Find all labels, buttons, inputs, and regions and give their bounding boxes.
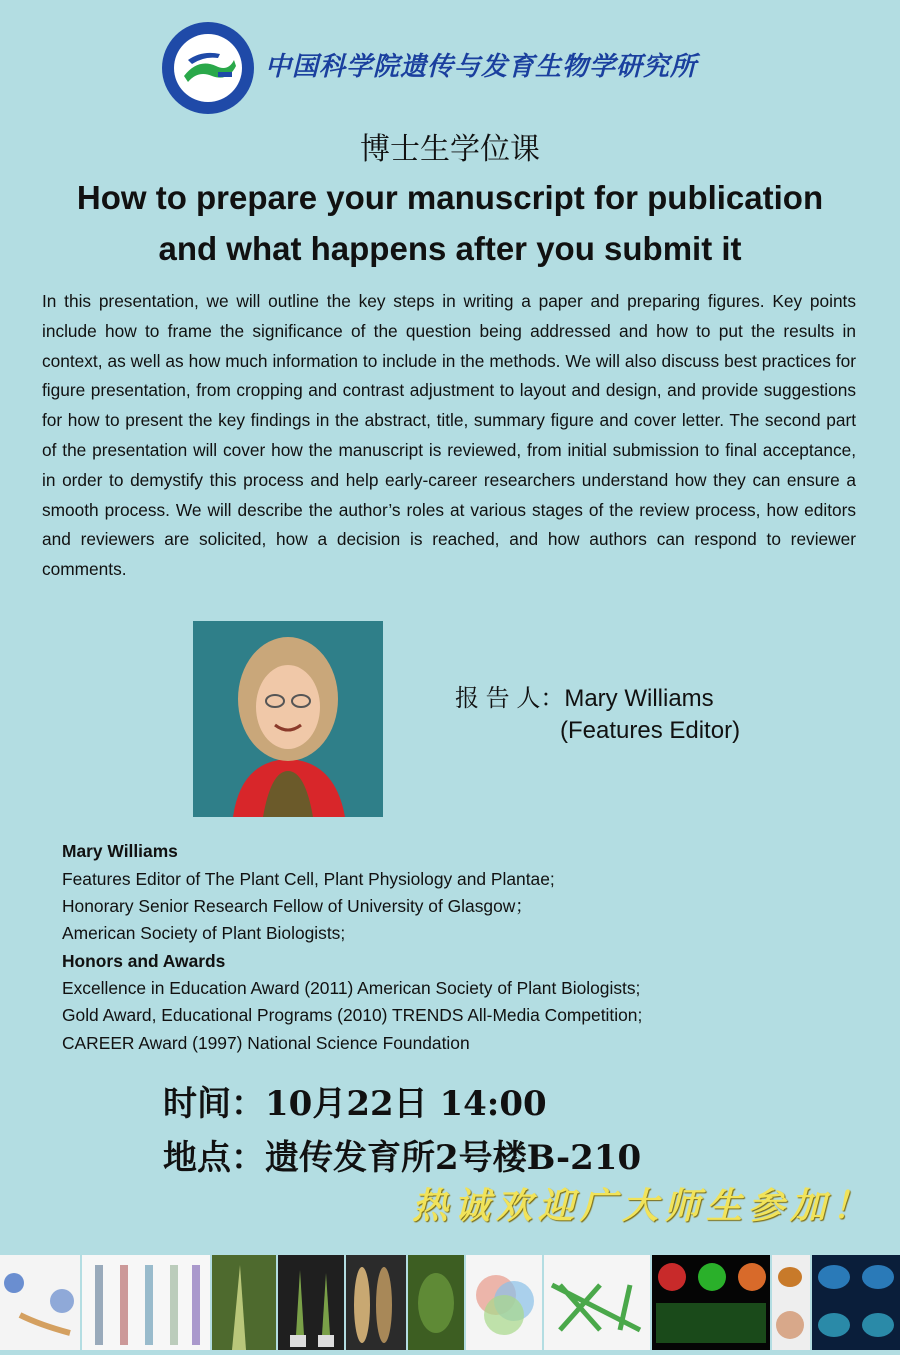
honor-item: CAREER Award (1997) National Science Foundation: [62, 1033, 470, 1053]
thumb-fly-monkey: [772, 1255, 810, 1350]
bio-position: American Society of Plant Biologists;: [62, 923, 346, 943]
honors-heading: Honors and Awards: [62, 951, 226, 971]
event-time: 时间：10月22日 14:00: [163, 1084, 547, 1124]
thumb-wheat: [212, 1255, 276, 1350]
speaker-portrait: [193, 621, 383, 817]
honor-item: Excellence in Education Award (2011) American Society of Plant Biologists;: [62, 978, 641, 998]
bio-position: Features Editor of The Plant Cell, Plant Physiology and Plantae;: [62, 869, 555, 889]
thumb-fluorescence: [652, 1255, 770, 1350]
speaker-line: [455, 678, 714, 713]
honor-item: Gold Award, Educational Programs (2010) TRENDS All-Media Competition;: [62, 1005, 643, 1025]
bio-name: Mary Williams: [62, 841, 178, 861]
lecture-title: [30, 172, 870, 274]
thumb-chromosome-map: [82, 1255, 210, 1350]
thumb-synteny: [544, 1255, 650, 1350]
speaker-name: Mary Williams: [564, 685, 714, 712]
thumb-corn: [346, 1255, 406, 1350]
thumb-rice-plants: [278, 1255, 344, 1350]
thumb-venn: [466, 1255, 542, 1350]
speaker-role: (Features Editor): [560, 717, 741, 744]
welcome-message: 热诚欢迎广大师生参加！: [412, 1185, 875, 1227]
institute-logo: [158, 20, 258, 116]
abstract-text: In this presentation, we will outline the key steps in writing a paper and preparing figures. Key points include how to frame the significance of the question being addressed and how to put the results in context, as well as how much information to include in the methods. We will also discuss best practices for figure presentation, from cropping and contrast adjustment to layout and design, and provide suggestions for how to present the key findings in the abstract, title, summary figure and cover letter. The second part of the presentation will cover how the manuscript is reviewed, from initial submission to final acceptance, in order to demystify this process and help early-career researchers understand how they can ensure a smooth process. We will describe the author’s roles at various stages of the review process, how editors and reviewers are solicited, how a decision is reached, and how authors can respond to reviewer comments.: [42, 291, 856, 580]
institute-name: 中国科学院遗传与发育生物学研究所: [265, 52, 698, 82]
speaker-label: 报 告 人：: [455, 685, 565, 712]
bio-position: Honorary Senior Research Fellow of University of Glasgow；: [62, 896, 533, 916]
title-line-1: How to prepare your manuscript for publication: [76, 179, 824, 216]
course-label: 博士生学位课: [360, 132, 540, 167]
title-line-2: and what happens after you submit it: [158, 230, 742, 267]
thumb-leaves: [408, 1255, 464, 1350]
thumb-cells: [812, 1255, 900, 1350]
image-strip: [0, 1255, 900, 1350]
thumb-diagram: [0, 1255, 80, 1350]
event-place: 地点：遗传发育所2号楼B-210: [163, 1138, 642, 1178]
